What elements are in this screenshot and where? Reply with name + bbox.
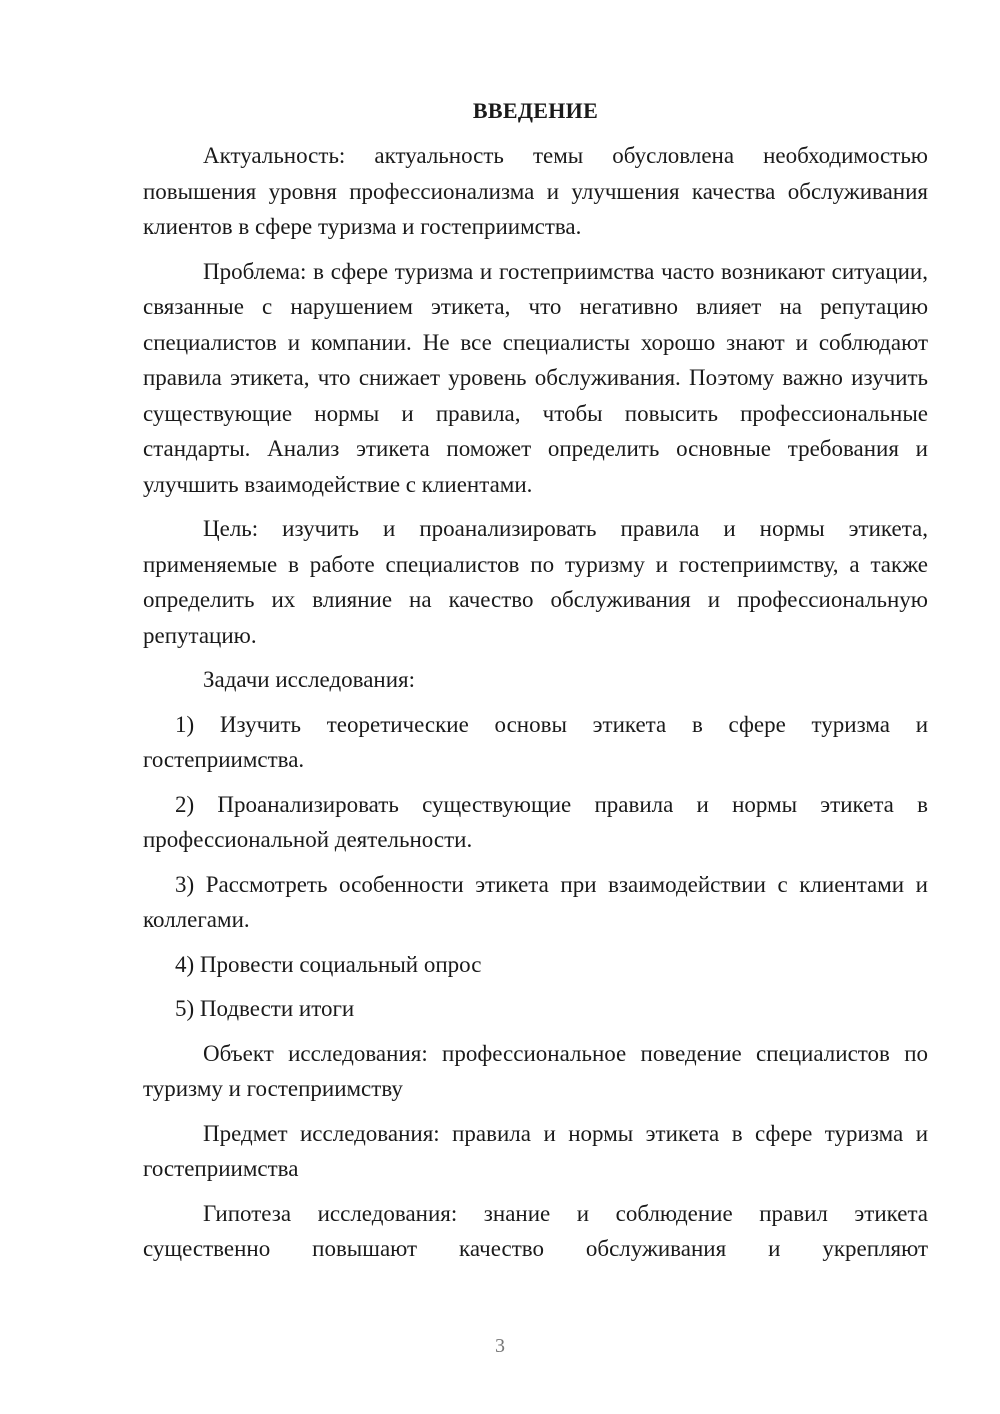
subject-paragraph: Предмет исследования: правила и нормы этикета в сфере туризма и гостеприимства — [143, 1120, 928, 1181]
task-item-2: 2) Проанализировать существующие правила и нормы этикета в профессиональной деятельности. — [143, 791, 928, 852]
section-title: ВВЕДЕНИЕ — [472, 98, 599, 123]
goal-paragraph: Цель: изучить и проанализировать правила и нормы этикета, применяемые в работе специалистов по туризму и гостеприимству, а также определить их влияние на качество обслуживания и профессиональную репутацию. — [143, 516, 928, 648]
page-number: 3 — [495, 1335, 505, 1357]
tasks-heading: Задачи исследования: — [203, 667, 416, 692]
relevance-paragraph: Актуальность: актуальность темы обусловлена необходимостью повышения уровня профессионализма и улучшения качества обслуживания клиентов в сфере туризма и гостеприимства. — [143, 143, 928, 239]
task-item-4: 4) Провести социальный опрос — [175, 951, 482, 977]
page-content — [143, 96, 928, 1267]
hypothesis-paragraph: Гипотеза исследования: знание и соблюдение правил этикета существенно повышают качество обслуживания и укрепляют — [143, 1200, 928, 1261]
task-item-5: 5) Подвести итоги — [175, 996, 355, 1021]
task-item-3: 3) Рассмотреть особенности этикета при взаимодействии с клиентами и коллегами. — [143, 871, 928, 932]
problem-paragraph: Проблема: в сфере туризма и гостеприимства часто возникают ситуации, связанные с нарушением этикета, что негативно влияет на репутацию специалистов и компании. Не все специалисты хорошо знают и соблюдают правила этикета, что снижает уровень обслуживания. Поэтому важно изучить существующие нормы и правила, чтобы повысить профессиональные стандарты. Анализ этикета поможет определить основные требования и улучшить взаимодействие с клиентами. — [143, 258, 928, 497]
task-item-1: 1) Изучить теоретические основы этикета в сфере туризма и гостеприимства. — [143, 711, 928, 772]
object-paragraph: Объект исследования: профессиональное поведение специалистов по туризму и гостеприимству — [143, 1040, 928, 1101]
